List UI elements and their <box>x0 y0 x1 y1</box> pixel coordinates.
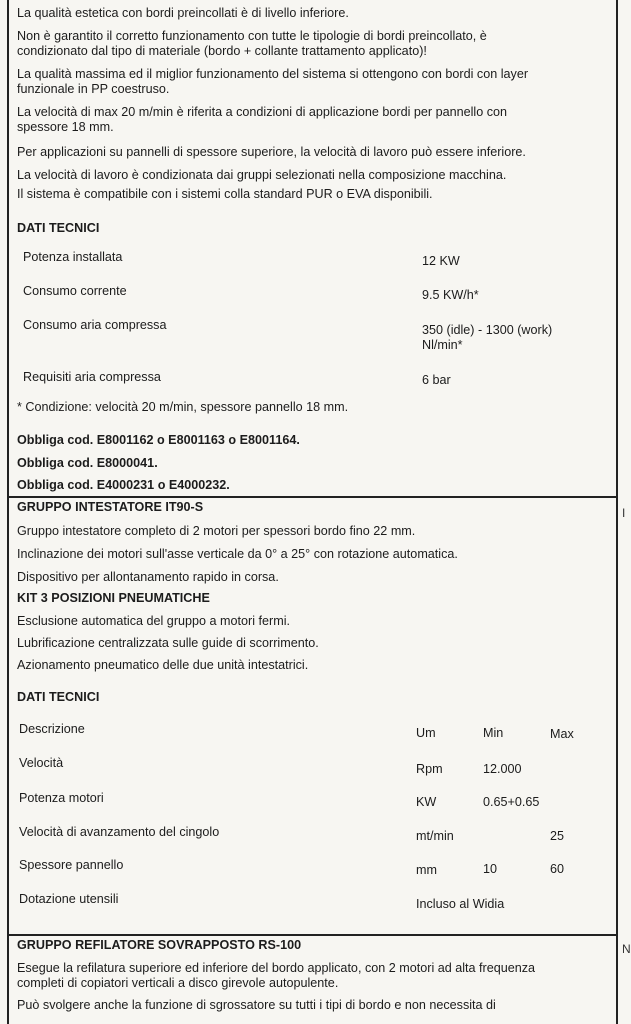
paragraph-line: Dispositivo per allontanamento rapido in corsa. <box>17 570 279 584</box>
kit-title: KIT 3 POSIZIONI PNEUMATICHE <box>17 591 210 605</box>
table-cell-desc: Velocità di avanzamento del cingolo <box>19 825 220 839</box>
paragraph-line: Può svolgere anche la funzione di sgrossatore su tutti i tipi di bordo e non necessita di <box>17 998 496 1012</box>
table-cell-desc: Spessore pannello <box>19 858 124 872</box>
section-divider <box>7 934 618 936</box>
paragraph-line: La qualità estetica con bordi preincollati è di livello inferiore. <box>17 6 349 20</box>
table-cell-um: mm <box>416 863 437 877</box>
paragraph-line: completi di copiatori verticali a disco girevole autopulente. <box>17 976 339 990</box>
paragraph-line: Gruppo intestatore completo di 2 motori per spessori bordo fino 22 mm. <box>17 524 416 538</box>
table-cell-max: 25 <box>550 829 565 843</box>
paragraph-line: funzionale in PP coestruso. <box>17 82 170 96</box>
spec-label: Potenza installata <box>23 250 123 264</box>
table-cell-um: Incluso al Widia <box>416 897 505 911</box>
table-cell-um: KW <box>416 795 437 809</box>
paragraph-line: La qualità massima ed il miglior funzionamento del sistema si ottengono con bordi con layer <box>17 67 529 81</box>
edge-mark: I <box>622 506 626 520</box>
paragraph-line: spessore 18 mm. <box>17 120 114 134</box>
section-heading: DATI TECNICI <box>17 690 100 704</box>
spec-label: Consumo aria compressa <box>23 318 167 332</box>
obbliga-line: Obbliga cod. E8001162 o E8001163 o E8001164. <box>17 433 300 447</box>
spec-value: 12 KW <box>422 254 460 268</box>
table-cell-max: 60 <box>550 862 565 876</box>
spec-label: Consumo corrente <box>23 284 127 298</box>
table-cell-um: mt/min <box>416 829 454 843</box>
obbliga-line: Obbliga cod. E8000041. <box>17 456 158 470</box>
paragraph-line: Il sistema è compatibile con i sistemi colla standard PUR o EVA disponibili. <box>17 187 433 201</box>
spec-value: 350 (idle) - 1300 (work) <box>422 323 553 337</box>
section-heading: DATI TECNICI <box>17 221 100 235</box>
table-cell-min: 0.65+0.65 <box>483 795 540 809</box>
left-border <box>7 0 9 1024</box>
paragraph-line: Inclinazione dei motori sull'asse verticale da 0° a 25° con rotazione automatica. <box>17 547 458 561</box>
footnote: * Condizione: velocità 20 m/min, spessore pannello 18 mm. <box>17 400 349 414</box>
obbliga-line: Obbliga cod. E4000231 o E4000232. <box>17 478 230 492</box>
table-cell-desc: Potenza motori <box>19 791 104 805</box>
spec-value: 6 bar <box>422 373 451 387</box>
right-border <box>616 0 618 1024</box>
paragraph-line: Lubrificazione centralizzata sulle guide di scorrimento. <box>17 636 319 650</box>
spec-label: Requisiti aria compressa <box>23 370 161 384</box>
table-cell-desc: Velocità <box>19 756 64 770</box>
section-title: GRUPPO REFILATORE SOVRAPPOSTO RS-100 <box>17 938 302 952</box>
table-header: Um <box>416 726 436 740</box>
table-header: Min <box>483 726 504 740</box>
table-cell-min: 12.000 <box>483 762 522 776</box>
table-cell-min: 10 <box>483 862 498 876</box>
paragraph-line: Per applicazioni su pannelli di spessore superiore, la velocità di lavoro può essere inferiore. <box>17 145 526 159</box>
table-cell-desc: Dotazione utensili <box>19 892 119 906</box>
spec-value: Nl/min* <box>422 338 463 352</box>
section-divider <box>7 496 618 498</box>
table-cell-um: Rpm <box>416 762 443 776</box>
spec-value: 9.5 KW/h* <box>422 288 479 302</box>
paragraph-line: Non è garantito il corretto funzionamento con tutte le tipologie di bordi preincollato, è <box>17 29 487 43</box>
edge-mark: N <box>622 942 631 956</box>
paragraph-line: condizionato dal tipo di materiale (bordo + collante trattamento applicato)! <box>17 44 427 58</box>
table-header: Descrizione <box>19 722 85 736</box>
paragraph-line: La velocità di lavoro è condizionata dai gruppi selezionati nella composizione macchina. <box>17 168 507 182</box>
paragraph-line: Esegue la refilatura superiore ed inferiore del bordo applicato, con 2 motori ad alta frequenza <box>17 961 536 975</box>
paragraph-line: Esclusione automatica del gruppo a motori fermi. <box>17 614 290 628</box>
paragraph-line: La velocità di max 20 m/min è riferita a condizioni di applicazione bordi per pannello con <box>17 105 508 119</box>
table-header: Max <box>550 727 574 741</box>
paragraph-line: Azionamento pneumatico delle due unità intestatrici. <box>17 658 309 672</box>
section-title: GRUPPO INTESTATORE IT90-S <box>17 500 204 514</box>
